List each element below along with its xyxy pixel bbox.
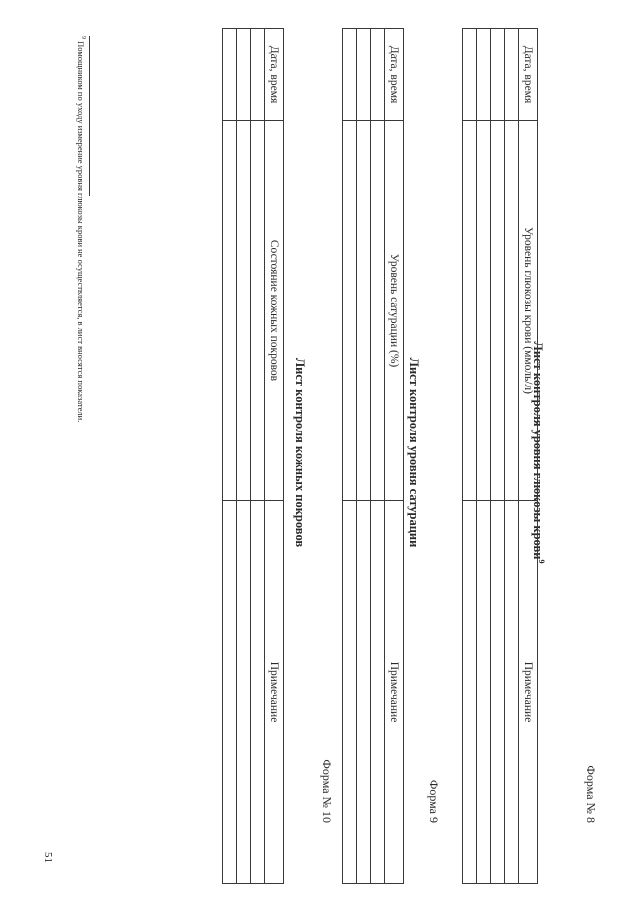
table-cell <box>371 121 385 501</box>
table-row <box>463 29 477 884</box>
column-header-date: Дата, время <box>265 29 284 121</box>
table-cell <box>357 29 371 121</box>
form-8-footnote-ref: 9 <box>537 559 546 564</box>
table-cell <box>477 501 491 884</box>
column-header-skin-condition: Состояние кожных покровов <box>265 121 284 501</box>
table-cell <box>357 501 371 884</box>
table-header-row <box>265 29 284 884</box>
table-row <box>505 29 519 884</box>
table-header-row <box>385 29 404 884</box>
table-cell <box>491 501 505 884</box>
column-header-note: Примечание <box>265 501 284 884</box>
table-cell <box>343 29 357 121</box>
table-cell <box>463 121 477 501</box>
column-header-note: Примечание <box>385 501 404 884</box>
table-cell <box>223 501 237 884</box>
table-row <box>491 29 505 884</box>
table-cell <box>491 121 505 501</box>
table-cell <box>237 501 251 884</box>
footnote <box>76 36 86 422</box>
page-number: 51 <box>42 852 54 863</box>
table-row <box>223 29 237 884</box>
table-row <box>237 29 251 884</box>
table-cell <box>477 29 491 121</box>
table-header-row <box>519 29 538 884</box>
table-cell <box>357 121 371 501</box>
table-cell <box>477 121 491 501</box>
footnote-marker: 9 <box>79 36 86 39</box>
table-cell <box>505 501 519 884</box>
table-cell <box>237 121 251 501</box>
table-cell <box>237 29 251 121</box>
table-cell <box>223 29 237 121</box>
table-row <box>477 29 491 884</box>
form-10-label: Форма № 10 <box>320 759 334 823</box>
column-header-glucose: Уровень глюкозы крови (ммоль/л) <box>519 121 538 501</box>
form-10-title: Лист контроля кожных покровов <box>293 357 307 548</box>
table-row <box>251 29 265 884</box>
form-8-label: Форма № 8 <box>584 765 598 823</box>
form-8-title-text: Лист контроля уровня глюкозы крови <box>530 341 545 560</box>
table-cell <box>223 121 237 501</box>
table-cell <box>251 121 265 501</box>
column-header-date: Дата, время <box>519 29 538 121</box>
form-8-table <box>462 28 538 884</box>
column-header-note: Примечание <box>519 501 538 884</box>
table-cell <box>371 29 385 121</box>
form-9-label: Форма 9 <box>427 779 441 823</box>
table-cell <box>251 501 265 884</box>
table-cell <box>505 29 519 121</box>
table-cell <box>371 501 385 884</box>
table-cell <box>505 121 519 501</box>
column-header-saturation: Уровень сатурации (%) <box>385 121 404 501</box>
table-cell <box>463 29 477 121</box>
table-cell <box>491 29 505 121</box>
table-row <box>371 29 385 884</box>
form-9-title: Лист контроля уровня сатурации <box>407 357 421 548</box>
table-cell <box>343 121 357 501</box>
footnote-separator <box>89 36 90 196</box>
form-9-table <box>342 28 404 884</box>
column-header-date: Дата, время <box>385 29 404 121</box>
table-cell <box>251 29 265 121</box>
footnote-text: Помощником по уходу измерение уровня глюкозы крови не осуществляется, в лист вносятся показатели. <box>76 41 86 423</box>
table-cell <box>343 501 357 884</box>
form-10-table <box>222 28 284 884</box>
table-cell <box>463 501 477 884</box>
table-row <box>357 29 371 884</box>
table-row <box>343 29 357 884</box>
